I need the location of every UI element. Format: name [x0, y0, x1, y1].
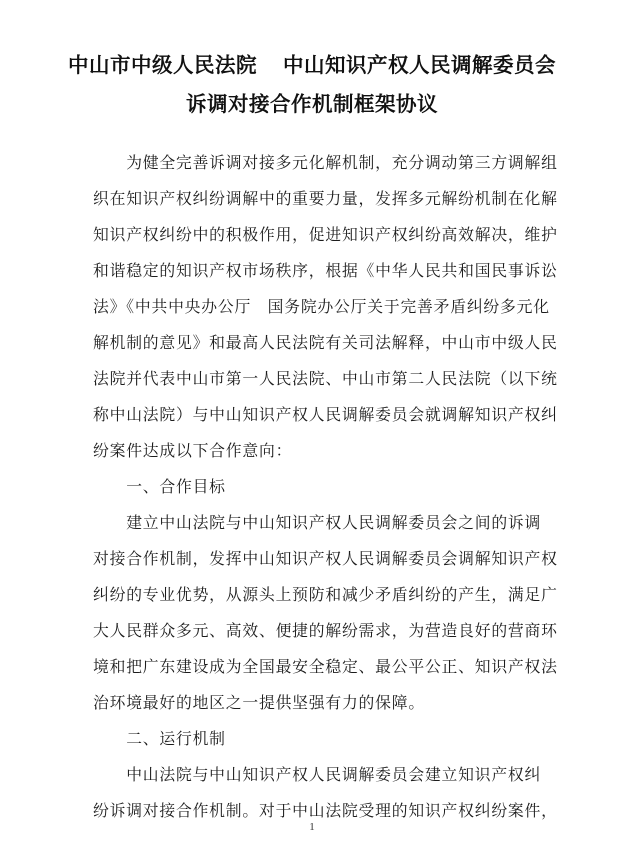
text-line: 法》《中共中央办公厅 国务院办公厅关于完善矛盾纠纷多元化 — [93, 297, 550, 316]
text-line: 纠纷的专业优势，从源头上预防和减少矛盾纠纷的产生，满足广 — [93, 585, 558, 604]
section-heading: 一、合作目标 — [93, 477, 226, 496]
text-line: 和谐稳定的知识产权市场秩序，根据《中华人民共和国民事诉讼 — [93, 261, 558, 280]
text-line: 大人民群众多元、高效、便捷的解纷需求，为营造良好的营商环 — [93, 621, 558, 640]
text-line: 对接合作机制，发挥中山知识产权人民调解委员会调解知识产权 — [93, 549, 558, 568]
document-title-line-1 — [0, 48, 624, 78]
text-line: 织在知识产权纠纷调解中的重要力量，发挥多元解纷机制在化解 — [93, 189, 558, 208]
title-court-name: 中山市中级人民法院 — [68, 53, 257, 77]
text-line: 中山法院与中山知识产权人民调解委员会建立知识产权纠 — [93, 765, 542, 784]
document-title-line-2: 诉调对接合作机制框架协议 — [186, 92, 438, 116]
text-line: 境和把广东建设成为全国最安全稳定、最公平公正、知识产权法 — [93, 657, 558, 676]
text-line: 解机制的意见》和最高人民法院有关司法解释，中山市中级人民 — [93, 333, 558, 352]
text-line: 纷诉调对接合作机制。对于中山法院受理的知识产权纠纷案件， — [93, 801, 558, 820]
text-line: 称中山法院）与中山知识产权人民调解委员会就调解知识产权纠 — [93, 405, 558, 424]
text-line: 为健全完善诉调对接多元化解机制，充分调动第三方调解组 — [93, 153, 558, 172]
section-heading: 二、运行机制 — [93, 729, 226, 748]
text-line: 法院并代表中山市第一人民法院、中山市第二人民法院（以下统 — [93, 369, 558, 388]
text-line: 治环境最好的地区之一提供坚强有力的保障。 — [93, 693, 425, 712]
text-line: 建立中山法院与中山知识产权人民调解委员会之间的诉调 — [93, 513, 542, 532]
title-committee-name: 中山知识产权人民调解委员会 — [283, 53, 556, 77]
text-line: 纷案件达成以下合作意向： — [93, 441, 293, 460]
text-line: 知识产权纠纷中的积极作用，促进知识产权纠纷高效解决，维护 — [93, 225, 558, 244]
page-number: 1 — [309, 821, 315, 833]
